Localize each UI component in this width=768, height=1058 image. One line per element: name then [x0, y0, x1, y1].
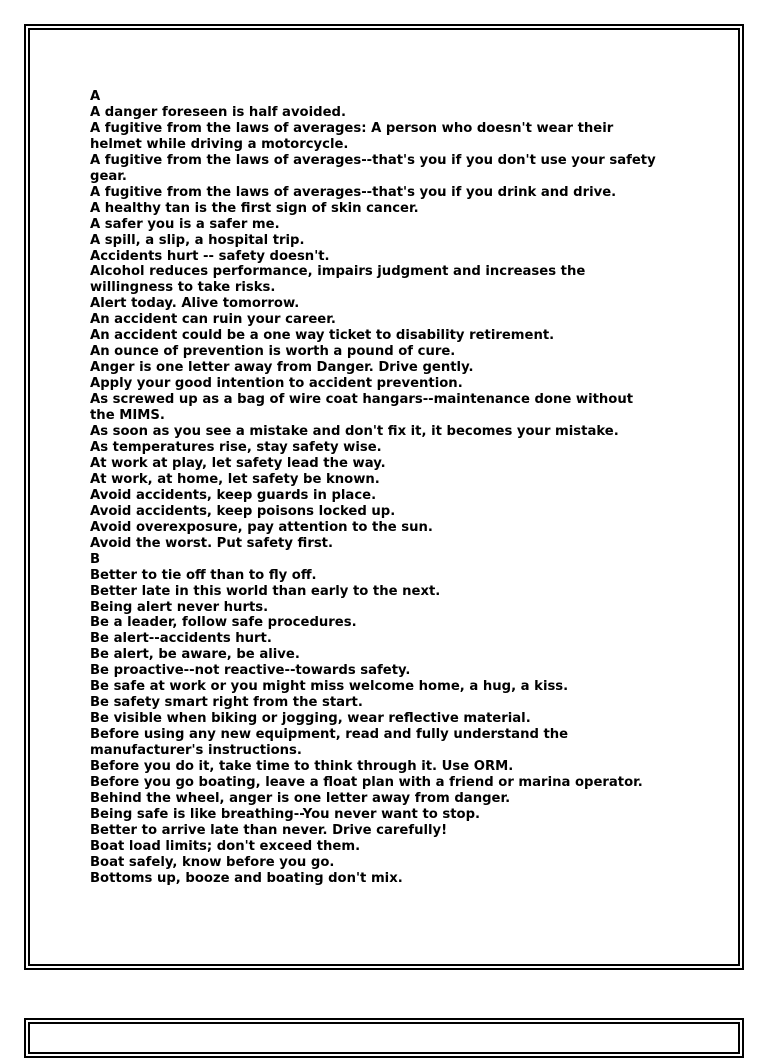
text-line: An ounce of prevention is worth a pound of cure. [90, 344, 456, 360]
text-line: A spill, a slip, a hospital trip. [90, 232, 305, 248]
text-line: Anger is one letter away from Danger. Drive gently. [90, 360, 474, 376]
text-line: Be safety smart right from the start. [90, 695, 363, 711]
text-line: A fugitive from the laws of averages: A person who doesn't wear their [90, 120, 614, 136]
text-line: Better to arrive late than never. Drive carefully! [90, 822, 448, 838]
text-line: Before using any new equipment, read and fully understand the [90, 727, 569, 743]
text-line: Alcohol reduces performance, impairs judgment and increases the [90, 264, 586, 280]
text-line: As temperatures rise, stay safety wise. [90, 439, 382, 455]
text-line: Be alert--accidents hurt. [90, 631, 272, 647]
text-line: Be safe at work or you might miss welcome home, a hug, a kiss. [90, 679, 569, 695]
text-line: Avoid overexposure, pay attention to the sun. [90, 519, 433, 535]
text-line: Be proactive--not reactive--towards safety. [90, 663, 411, 679]
text-line: B [90, 551, 101, 567]
text-line: As soon as you see a mistake and don't fix it, it becomes your mistake. [90, 424, 619, 440]
text-line: A safer you is a safer me. [90, 216, 280, 232]
text-line: gear. [90, 168, 127, 184]
text-line: At work, at home, let safety be known. [90, 471, 380, 487]
text-line: Better late in this world than early to the next. [90, 583, 441, 599]
text-line: A danger foreseen is half avoided. [90, 104, 346, 120]
text-line: An accident could be a one way ticket to disability retirement. [90, 328, 555, 344]
text-line: Behind the wheel, anger is one letter away from danger. [90, 790, 511, 806]
text-line: Boat safely, know before you go. [90, 854, 335, 870]
text-line: Before you do it, take time to think through it. Use ORM. [90, 759, 514, 775]
text-line: Being alert never hurts. [90, 599, 269, 615]
next-page-border [24, 1018, 744, 1058]
text-line: As screwed up as a bag of wire coat hangars--maintenance done without [90, 392, 634, 408]
text-line: Avoid accidents, keep poisons locked up. [90, 503, 396, 519]
text-line: helmet while driving a motorcycle. [90, 136, 349, 152]
text-line: Boat load limits; don't exceed them. [90, 838, 361, 854]
text-line: Avoid accidents, keep guards in place. [90, 487, 377, 503]
text-line: Bottoms up, booze and boating don't mix. [90, 870, 403, 886]
text-line: At work at play, let safety lead the way. [90, 455, 386, 471]
text-line: Accidents hurt -- safety doesn't. [90, 248, 330, 264]
text-line: An accident can ruin your career. [90, 312, 336, 328]
text-line: the MIMS. [90, 408, 165, 424]
text-line: manufacturer's instructions. [90, 743, 302, 759]
text-line: A fugitive from the laws of averages--that's you if you don't use your safety [90, 152, 656, 168]
text-line: Be a leader, follow safe procedures. [90, 615, 357, 631]
text-line: A fugitive from the laws of averages--that's you if you drink and drive. [90, 184, 617, 200]
safety-slogans-list [90, 89, 730, 887]
text-line: Apply your good intention to accident prevention. [90, 376, 463, 392]
text-line: Better to tie off than to fly off. [90, 567, 317, 583]
text-line: willingness to take risks. [90, 280, 276, 296]
text-line: A [90, 89, 101, 104]
text-line: Avoid the worst. Put safety first. [90, 535, 333, 551]
text-line: Before you go boating, leave a float plan with a friend or marina operator. [90, 774, 643, 790]
text-line: Alert today. Alive tomorrow. [90, 296, 300, 312]
text-line: A healthy tan is the first sign of skin cancer. [90, 200, 419, 216]
text-line: Be visible when biking or jogging, wear reflective material. [90, 711, 531, 727]
text-line: Being safe is like breathing--You never want to stop. [90, 806, 481, 822]
text-line: Be alert, be aware, be alive. [90, 647, 300, 663]
